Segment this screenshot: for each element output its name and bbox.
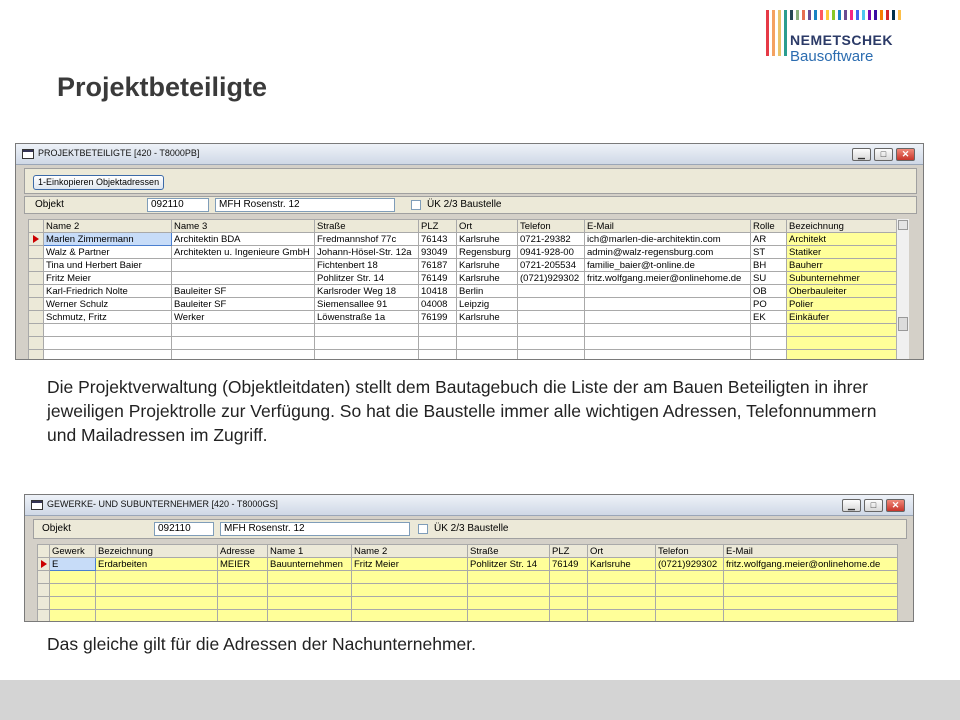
table-cell[interactable]: Subunternehmer <box>787 272 897 285</box>
column-header[interactable]: Ort <box>457 220 518 233</box>
table-cell[interactable]: Fichtenbert 18 <box>315 259 419 272</box>
logo-bar <box>808 10 811 20</box>
objekt-label: Objekt <box>42 523 71 534</box>
window-app-icon <box>22 149 34 159</box>
table-cell[interactable] <box>518 311 585 324</box>
column-header[interactable]: PLZ <box>550 545 588 558</box>
table-cell[interactable] <box>518 285 585 298</box>
table-cell[interactable]: Siemensallee 91 <box>315 298 419 311</box>
table-vertical-scrollbar[interactable] <box>896 219 909 360</box>
column-header[interactable]: PLZ <box>419 220 457 233</box>
table-cell[interactable]: ST <box>751 246 787 259</box>
column-header[interactable]: Name 2 <box>44 220 172 233</box>
uek-baustelle-checkbox[interactable] <box>411 200 421 210</box>
logo-bar <box>814 10 817 20</box>
table-header-row <box>29 220 897 233</box>
column-header[interactable]: Name 1 <box>268 545 352 558</box>
description-paragraph-2: Das gleiche gilt für die Adressen der Nachunternehmer. <box>47 634 476 654</box>
participants-table <box>28 219 897 360</box>
table-cell[interactable]: BH <box>751 259 787 272</box>
column-header[interactable]: Straße <box>315 220 419 233</box>
logo-bar <box>838 10 841 20</box>
maximize-button[interactable]: □ <box>874 148 893 161</box>
table-cell[interactable]: (0721)929302 <box>518 272 585 285</box>
object-panel <box>24 196 917 214</box>
gewerke-subunternehmer-window <box>24 494 914 622</box>
column-header[interactable]: Gewerk <box>50 545 96 558</box>
table-cell[interactable]: Regensburg <box>457 246 518 259</box>
maximize-button[interactable]: □ <box>864 499 883 512</box>
table-cell[interactable]: Karlsruhe <box>588 558 656 571</box>
table-cell[interactable]: Schmutz, Fritz <box>44 311 172 324</box>
table-cell[interactable]: Statiker <box>787 246 897 259</box>
row-header <box>29 259 44 272</box>
empty-table-row[interactable] <box>38 610 898 623</box>
table-row[interactable] <box>29 246 897 259</box>
table-header-row <box>38 545 898 558</box>
table-cell[interactable] <box>585 298 751 311</box>
column-header[interactable]: Bezeichnung <box>96 545 218 558</box>
logo-bar <box>892 10 895 20</box>
table-cell[interactable]: Karlsroder Weg 18 <box>315 285 419 298</box>
table-cell[interactable]: Erdarbeiten <box>96 558 218 571</box>
table-cell[interactable]: Karlsruhe <box>457 259 518 272</box>
table-cell[interactable]: 76149 <box>550 558 588 571</box>
uek-baustelle-label: ÜK 2/3 Baustelle <box>427 199 502 210</box>
window-app-icon <box>31 500 43 510</box>
logo-bar <box>802 10 805 20</box>
column-header[interactable]: E-Mail <box>585 220 751 233</box>
table-cell[interactable]: Bauleiter SF <box>172 298 315 311</box>
copy-object-addresses-button[interactable]: 1-Einkopieren Objektadressen <box>33 175 164 190</box>
logo-bar <box>796 10 799 20</box>
table-cell[interactable]: 76149 <box>419 272 457 285</box>
table-cell[interactable] <box>172 272 315 285</box>
table-cell[interactable]: Pohlitzer Str. 14 <box>315 272 419 285</box>
empty-table-row[interactable] <box>29 337 897 350</box>
table-cell[interactable]: Karlsruhe <box>457 272 518 285</box>
minimize-button[interactable]: ▁ <box>852 148 871 161</box>
table-cell[interactable]: 04008 <box>419 298 457 311</box>
table-cell[interactable]: Architekt <box>787 233 897 246</box>
logo-bar <box>820 10 823 20</box>
slide-footer-band <box>0 680 960 720</box>
object-panel <box>33 519 907 539</box>
table-cell[interactable]: Walz & Partner <box>44 246 172 259</box>
table-row[interactable] <box>29 298 897 311</box>
row-header <box>29 285 44 298</box>
table-row[interactable] <box>29 272 897 285</box>
logo-bar <box>790 10 793 20</box>
empty-table-row[interactable] <box>29 324 897 337</box>
table-cell[interactable]: OB <box>751 285 787 298</box>
table-row[interactable] <box>29 259 897 272</box>
close-button[interactable]: ✕ <box>896 148 915 161</box>
table-row[interactable] <box>38 558 898 571</box>
column-header[interactable]: Name 3 <box>172 220 315 233</box>
table-cell[interactable]: ich@marlen-die-architektin.com <box>585 233 751 246</box>
objekt-label: Objekt <box>35 199 64 210</box>
uek-baustelle-label: ÜK 2/3 Baustelle <box>434 523 509 534</box>
table-cell[interactable]: Architekten u. Ingenieure GmbH <box>172 246 315 259</box>
logo-bar <box>826 10 829 20</box>
nemetschek-logo <box>762 8 912 66</box>
window-title: GEWERKE- UND SUBUNTERNEHMER [420 - T8000GS] <box>47 499 278 509</box>
table-cell[interactable]: Fritz Meier <box>44 272 172 285</box>
table-cell[interactable]: Johann-Hösel-Str. 12a <box>315 246 419 259</box>
table-cell[interactable]: E <box>50 558 96 571</box>
logo-bar <box>778 10 781 56</box>
table-cell[interactable]: Löwenstraße 1a <box>315 311 419 324</box>
window-titlebar[interactable] <box>25 495 913 516</box>
table-cell[interactable]: EK <box>751 311 787 324</box>
current-row-marker <box>29 233 44 246</box>
empty-table-row[interactable] <box>38 584 898 597</box>
logo-bar <box>856 10 859 20</box>
table-cell[interactable]: Fritz Meier <box>352 558 468 571</box>
logo-wordmark: NEMETSCHEK <box>790 32 894 48</box>
column-header[interactable]: Telefon <box>656 545 724 558</box>
table-row[interactable] <box>29 285 897 298</box>
table-cell[interactable]: admin@walz-regensburg.com <box>585 246 751 259</box>
uek-baustelle-checkbox[interactable] <box>418 524 428 534</box>
slide-title: Projektbeteiligte <box>57 72 268 102</box>
logo-bar <box>898 10 901 20</box>
table-cell[interactable]: Pohlitzer Str. 14 <box>468 558 550 571</box>
column-header[interactable]: Bezeichnung <box>787 220 897 233</box>
logo-bar <box>874 10 877 20</box>
description-paragraph-1: Die Projektverwaltung (Objektleitdaten) stellt dem Bautagebuch die Liste der am Bauen Beteiligten in ihrer jeweiligen Projektrolle zur Verfügung. So hat die Baustelle immer alle wichtigen Adressen, Telefonnummern und Mailadressen im Zugriff. <box>47 377 877 445</box>
table-cell[interactable]: Werner Schulz <box>44 298 172 311</box>
table-cell[interactable] <box>172 259 315 272</box>
table-cell[interactable]: AR <box>751 233 787 246</box>
table-cell[interactable]: Marlen Zimmermann <box>44 233 172 246</box>
logo-bar <box>850 10 853 20</box>
logo-bars <box>766 10 906 20</box>
minimize-button[interactable]: ▁ <box>842 499 861 512</box>
table-cell[interactable]: Karlsruhe <box>457 233 518 246</box>
table-cell[interactable]: familie_baier@t-online.de <box>585 259 751 272</box>
table-cell[interactable]: MEIER <box>218 558 268 571</box>
scroll-thumb[interactable] <box>898 317 908 331</box>
table-cell[interactable]: PO <box>751 298 787 311</box>
objekt-nr-field[interactable]: 092110 <box>147 198 209 212</box>
table-cell[interactable]: Karlsruhe <box>457 311 518 324</box>
objekt-nr-field[interactable]: 092110 <box>154 522 214 536</box>
table-cell[interactable]: Einkäufer <box>787 311 897 324</box>
objekt-name-field[interactable]: MFH Rosenstr. 12 <box>215 198 395 212</box>
close-button[interactable]: ✕ <box>886 499 905 512</box>
logo-bar <box>766 10 769 56</box>
table-cell[interactable]: fritz.wolfgang.meier@onlinehome.de <box>724 558 898 571</box>
table-cell[interactable]: (0721)929302 <box>656 558 724 571</box>
table-cell[interactable] <box>585 285 751 298</box>
table-cell[interactable]: 0721-205534 <box>518 259 585 272</box>
window-titlebar[interactable] <box>16 144 923 165</box>
table-cell[interactable]: Architektin BDA <box>172 233 315 246</box>
table-cell[interactable]: 0941-928-00 <box>518 246 585 259</box>
table-cell[interactable]: Bauunternehmen <box>268 558 352 571</box>
row-header <box>29 272 44 285</box>
objekt-name-field[interactable]: MFH Rosenstr. 12 <box>220 522 410 536</box>
logo-bar <box>886 10 889 20</box>
table-cell[interactable]: fritz.wolfgang.meier@onlinehome.de <box>585 272 751 285</box>
table-row[interactable] <box>29 311 897 324</box>
table-cell[interactable]: 10418 <box>419 285 457 298</box>
table-cell[interactable]: 0721-29382 <box>518 233 585 246</box>
empty-table-row[interactable] <box>38 571 898 584</box>
table-cell[interactable]: SU <box>751 272 787 285</box>
scroll-up-arrow-icon[interactable] <box>898 220 908 230</box>
column-header[interactable]: Rolle <box>751 220 787 233</box>
empty-table-row[interactable] <box>38 597 898 610</box>
projektbeteiligte-window <box>15 143 924 360</box>
column-header[interactable]: Name 2 <box>352 545 468 558</box>
logo-bar <box>880 10 883 20</box>
toolbar-panel <box>24 168 917 194</box>
table-cell[interactable]: 76187 <box>419 259 457 272</box>
logo-bar <box>784 10 787 56</box>
table-cell[interactable] <box>518 298 585 311</box>
row-header <box>29 311 44 324</box>
row-header <box>29 298 44 311</box>
current-row-marker <box>38 558 50 571</box>
empty-table-row[interactable] <box>29 350 897 361</box>
table-cell[interactable]: Berlin <box>457 285 518 298</box>
table-cell[interactable]: Karl-Friedrich Nolte <box>44 285 172 298</box>
table-cell[interactable]: Fredmannshof 77c <box>315 233 419 246</box>
column-header[interactable]: E-Mail <box>724 545 898 558</box>
logo-bar <box>844 10 847 20</box>
row-header <box>29 246 44 259</box>
table-row[interactable] <box>29 233 897 246</box>
subcontractors-table <box>37 544 898 622</box>
table-cell[interactable]: Werker <box>172 311 315 324</box>
table-cell[interactable]: Bauleiter SF <box>172 285 315 298</box>
table-cell[interactable]: Oberbauleiter <box>787 285 897 298</box>
column-header[interactable]: Adresse <box>218 545 268 558</box>
column-header[interactable]: Telefon <box>518 220 585 233</box>
logo-bar <box>862 10 865 20</box>
column-header[interactable]: Ort <box>588 545 656 558</box>
row-header-corner <box>29 220 44 233</box>
table-cell[interactable]: 76143 <box>419 233 457 246</box>
logo-bar <box>832 10 835 20</box>
logo-subtitle: Bausoftware <box>790 48 874 65</box>
table-cell[interactable]: Leipzig <box>457 298 518 311</box>
table-cell[interactable]: 93049 <box>419 246 457 259</box>
logo-bar <box>772 10 775 56</box>
column-header[interactable]: Straße <box>468 545 550 558</box>
table-cell[interactable]: Tina und Herbert Baier <box>44 259 172 272</box>
row-header-corner <box>38 545 50 558</box>
logo-bar <box>868 10 871 20</box>
table-cell[interactable] <box>585 311 751 324</box>
window-title: PROJEKTBETEILIGTE [420 - T8000PB] <box>38 148 200 158</box>
table-cell[interactable]: Bauherr <box>787 259 897 272</box>
table-cell[interactable]: 76199 <box>419 311 457 324</box>
table-cell[interactable]: Polier <box>787 298 897 311</box>
